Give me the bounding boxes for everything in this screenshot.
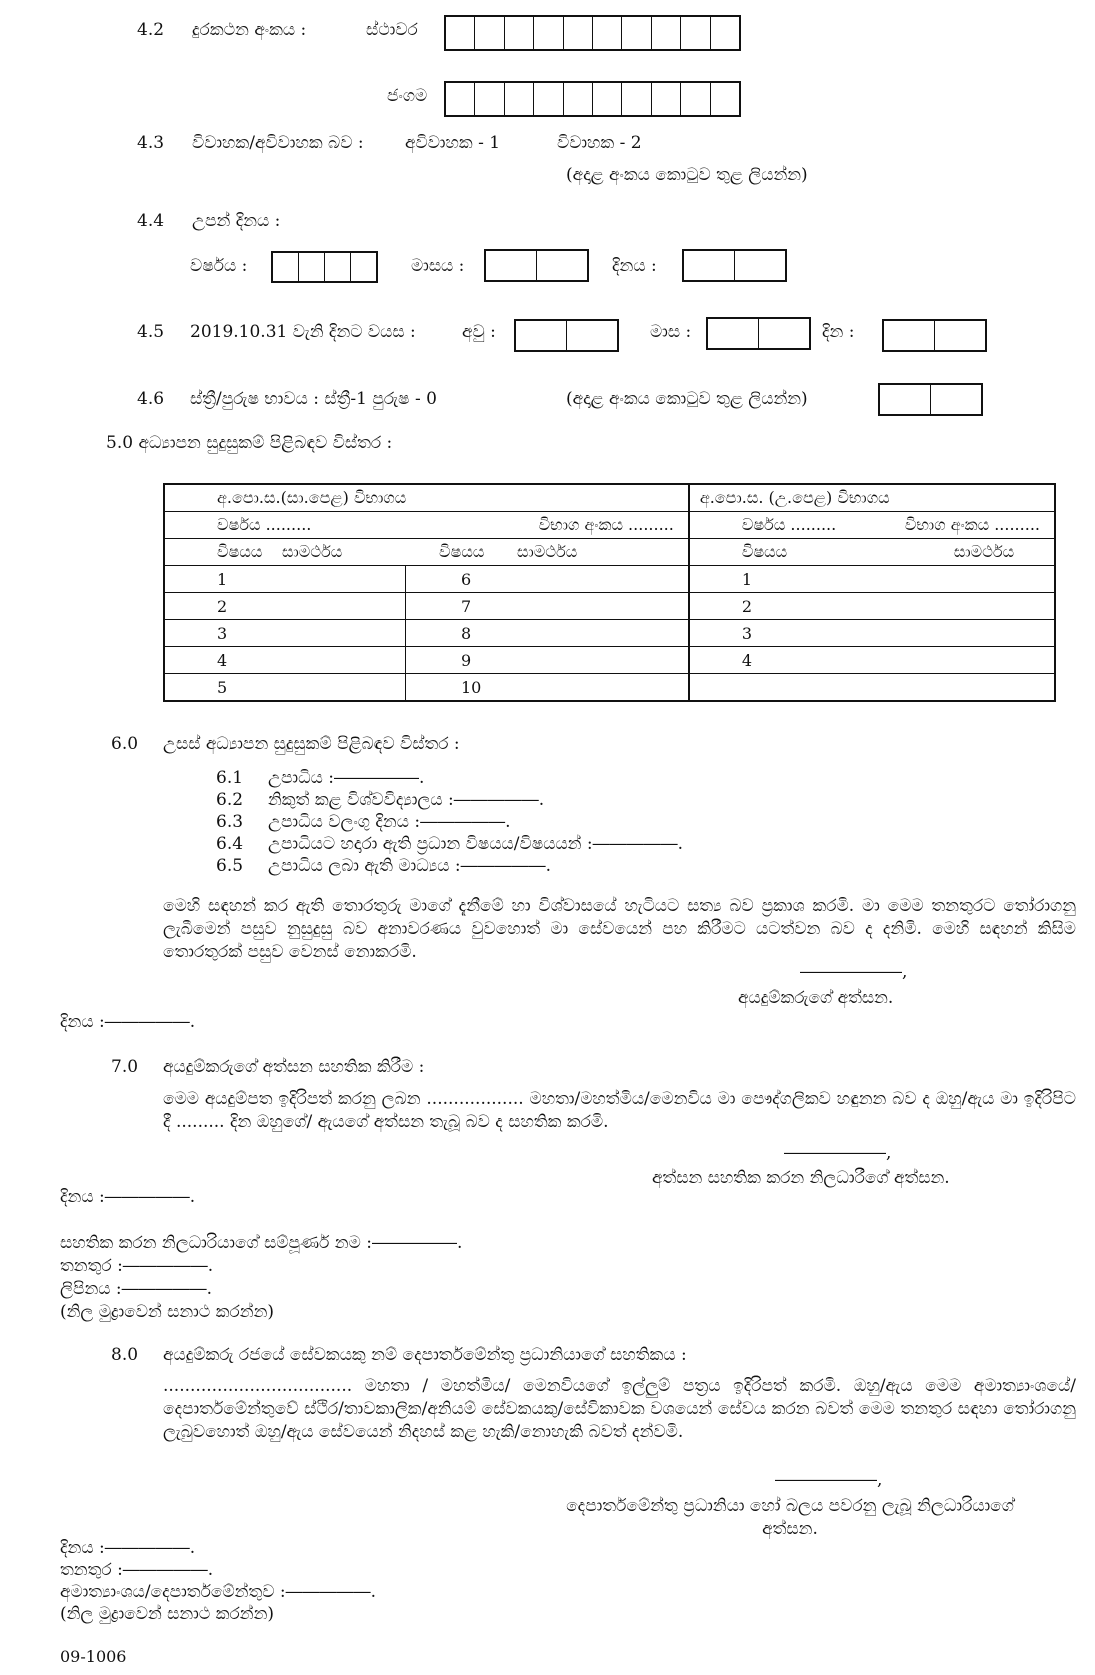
ol-row-4[interactable]: 4 [164,647,406,674]
s80-stamp-note: (නිල මුද්‍රාවෙන් සනාථ කරන්න) [60,1604,275,1624]
al-row-3[interactable]: 3 [689,620,1055,647]
s60-item-1-text: උපාධිය :―――――. [268,768,425,788]
al-grade-label: සාමර්ථය [953,542,1015,561]
ol-row-6[interactable]: 6 [406,566,689,593]
s60-item-5-num: 6.5 [216,856,244,876]
table-row [164,484,1055,512]
s43-number: 4.3 [137,133,165,153]
s60-item-2-text: නිකුත් කළ විශ්වවිද්‍යාලය :―――――. [268,790,545,810]
s45-number: 4.5 [137,322,165,342]
landline-label: ස්ථාවර [366,20,418,40]
s44-number: 4.4 [137,211,165,231]
ol-year-label: වර්ෂය ......... [217,515,312,534]
dob-month-label: මාසය : [411,256,465,276]
s44-label: උපන් දිනය : [192,211,281,231]
dob-year-label: වර්ෂය : [190,256,248,276]
s80-date: දිනය :―――――. [60,1538,196,1558]
table-row [164,674,1055,702]
s80-ministry: අමාත්‍යාංශය/දෙපාර්තමේන්තුව :―――――. [60,1582,377,1602]
s60-item-2-num: 6.2 [216,790,244,810]
s46-note: (අදාළ අංකය කොටුව තුළ ලියන්න) [566,389,808,409]
al-row-4[interactable]: 4 [689,647,1055,674]
table-row [164,620,1055,647]
s70-stamp-note: (නිල මුද්‍රාවෙන් සනාථ කරන්න) [60,1302,275,1322]
age-years-boxes[interactable] [514,319,619,352]
age-days-boxes[interactable] [882,319,987,352]
s46-label: ස්ත්‍රී/පුරුෂ භාවය : ස්ත්‍රී-1 පුරුෂ - 0 [190,389,437,409]
s80-title: අයදුම්කරු රජයේ සේවකයකු නම් දෙපාර්තමේන්තු ප්‍රධානියාගේ සහතිකය : [163,1345,687,1365]
s60-title: උසස් අධ්‍යාපන සුදුසුකම් පිළිබඳව විස්තර : [163,734,460,754]
option-married: විවාහක - 2 [557,133,642,153]
ol-subject-label-2: විෂයය [439,542,485,561]
al-year-label: වර්ෂය ......... [741,515,837,534]
gender-boxes[interactable] [878,383,983,416]
table-row [164,566,1055,593]
s50-title: 5.0 අධ්‍යාපන සුදුසුකම් පිළිබඳව විස්තර : [106,433,393,453]
s80-text: ................................... මහතා / මහත්මිය/ මෙනවියගේ ඉල්ලුම් පත්‍රය ඉදිරිපත් කරමි. ඔහු/ඇය මෙම අමාත්‍යාංශයේ/දෙපාර්තමේන්තුවේ ස්ථිර/තාවකාලික/අනියම් සේවකයකු/සේවිකාවක වශයෙන් සේවය කරන බවත් මෙම තනතුර සඳහා තෝරාගනු ලැබුවහොත් ඔහු/ඇය සේවයෙන් නිදහස් කළ හැකි/නොහැකි බවත් දන්වමි. [163,1376,1076,1442]
s70-text: මෙම අයදුම්පත ඉදිරිපත් කරනු ලබන .................. මහතා/මහත්මිය/මෙනවිය මා පෞද්ගලිකව හඳුනන බව ද ඔහු/ඇය මා ඉදිරිපිට දී ......... දින ඔහුගේ/ ඇයගේ අත්සන තැබූ බව ද සහතික කරමි. [163,1089,1076,1132]
age-months-label: මාස : [650,322,692,342]
table-row [164,539,1055,566]
ol-row-8[interactable]: 8 [406,620,689,647]
education-table [163,483,1056,702]
s80-sign-label-2: අත්සන. [762,1519,818,1539]
dob-year-boxes[interactable] [271,251,378,283]
ol-grade-label: සාමර්ථය [282,542,343,561]
s46-number: 4.6 [137,389,165,409]
dob-day-boxes[interactable] [682,249,787,282]
ol-row-9[interactable]: 9 [406,647,689,674]
dob-month-boxes[interactable] [484,249,589,282]
s45-label: 2019.10.31 වැනි දිනට වයස : [190,322,416,342]
applicant-sign-label: අයදුම්කරුගේ අත්සන. [738,988,894,1008]
landline-input-boxes[interactable] [444,15,741,51]
s60-item-5-text: උපාධිය ලබා ඇති මාධ්‍යය :―――――. [268,856,552,876]
ol-row-2[interactable]: 2 [164,593,406,620]
ol-row-10[interactable]: 10 [406,674,689,702]
option-unmarried: අවිවාහක - 1 [405,133,501,153]
s80-number: 8.0 [111,1345,139,1365]
s60-item-4-text: උපාධියට හදාරා ඇති ප්‍රධාන විෂයය/විෂයයන් :―――――. [268,834,684,854]
s60-item-3-num: 6.3 [216,812,244,832]
ol-row-3[interactable]: 3 [164,620,406,647]
s70-address: ලිපිනය :―――――. [60,1279,213,1299]
table-row [164,512,1055,539]
ol-row-5[interactable]: 5 [164,674,406,702]
dob-day-label: දිනය : [612,256,657,276]
al-row-5[interactable] [689,674,1055,702]
ol-row-1[interactable]: 1 [164,566,406,593]
s70-fullname: සහතික කරන නිලධාරියාගේ සම්පූර්ණ නම :―――――. [60,1233,463,1253]
al-index-label: විභාග අංකය ......... [904,515,1040,534]
mobile-label: ජංගම [387,86,428,106]
s60-item-3-text: උපාධිය වලංගු දිනය :―――――. [268,812,511,832]
s60-item-4-num: 6.4 [216,834,244,854]
s70-sign-line: ――――――, [784,1143,892,1163]
s43-label: විවාහක/අවිවාහක බව : [192,133,364,153]
s80-sign-line: ――――――, [775,1470,883,1490]
age-days-label: දින : [822,322,855,342]
s42-number: 4.2 [137,20,165,40]
ol-row-7[interactable]: 7 [406,593,689,620]
al-subject-label: විෂයය [741,542,788,561]
s70-post: තනතුර :―――――. [60,1256,214,1276]
s70-sign-label: අත්සන සහතික කරන නිලධාරීගේ අත්සන. [652,1168,950,1188]
declaration-text: මෙහි සඳහන් කර ඇති තොරතුරු මාගේ දැනීමේ හා විශ්වාසයේ හැටියට සත්‍ය බව ප්‍රකාශ කරමි. මා මෙම තනතුරට තෝරාගනු ලැබීමෙන් පසුව නුසුදුසු බව අනාවරණය වුවහොත් මා සේවයෙන් පහ කිරීමට යටත්වන බව ද දනිමි. මෙහි සඳහන් කිසිම තොරතුරක් පසුව වෙනස් නොකරමි. [163,896,1076,962]
table-row [164,647,1055,674]
ol-grade-label-2: සාමර්ථය [517,542,578,561]
table-row [164,593,1055,620]
s60-number: 6.0 [111,734,139,754]
s70-date: දිනය :―――――. [60,1187,196,1207]
ol-header: අ.පො.ස.(සා.පෙළ) විභාගය [164,484,689,512]
al-row-1[interactable]: 1 [689,566,1055,593]
age-years-label: අවු : [462,322,496,342]
footer-code: 09-1006 [60,1647,127,1666]
s70-title: අයදුම්කරුගේ අත්සන සහතික කිරීම : [163,1057,425,1077]
s43-note: (අදාළ අංකය කොටුව තුළ ලියන්න) [566,165,808,185]
al-row-2[interactable]: 2 [689,593,1055,620]
age-months-boxes[interactable] [706,317,811,350]
ol-subject-label: විෂයය [217,542,263,561]
s42-label: දුරකථන අංකය : [192,20,307,40]
ol-index-label: විභාග අංකය ......... [538,515,674,534]
applicant-sign-line: ――――――, [800,962,908,982]
s80-post: තනතුර :―――――. [60,1560,214,1580]
s70-number: 7.0 [111,1057,139,1077]
s60-item-1-num: 6.1 [216,768,244,788]
s80-sign-label-1: දෙපාර්තමේන්තු ප්‍රධානියා හෝ බලය පවරනු ලැබූ නිලධාරියාගේ [566,1496,1014,1516]
al-header: අ.පො.ස. (උ.පෙළ) විභාගය [689,484,1055,512]
declaration-date: දිනය :―――――. [60,1012,196,1032]
mobile-input-boxes[interactable] [444,81,741,117]
